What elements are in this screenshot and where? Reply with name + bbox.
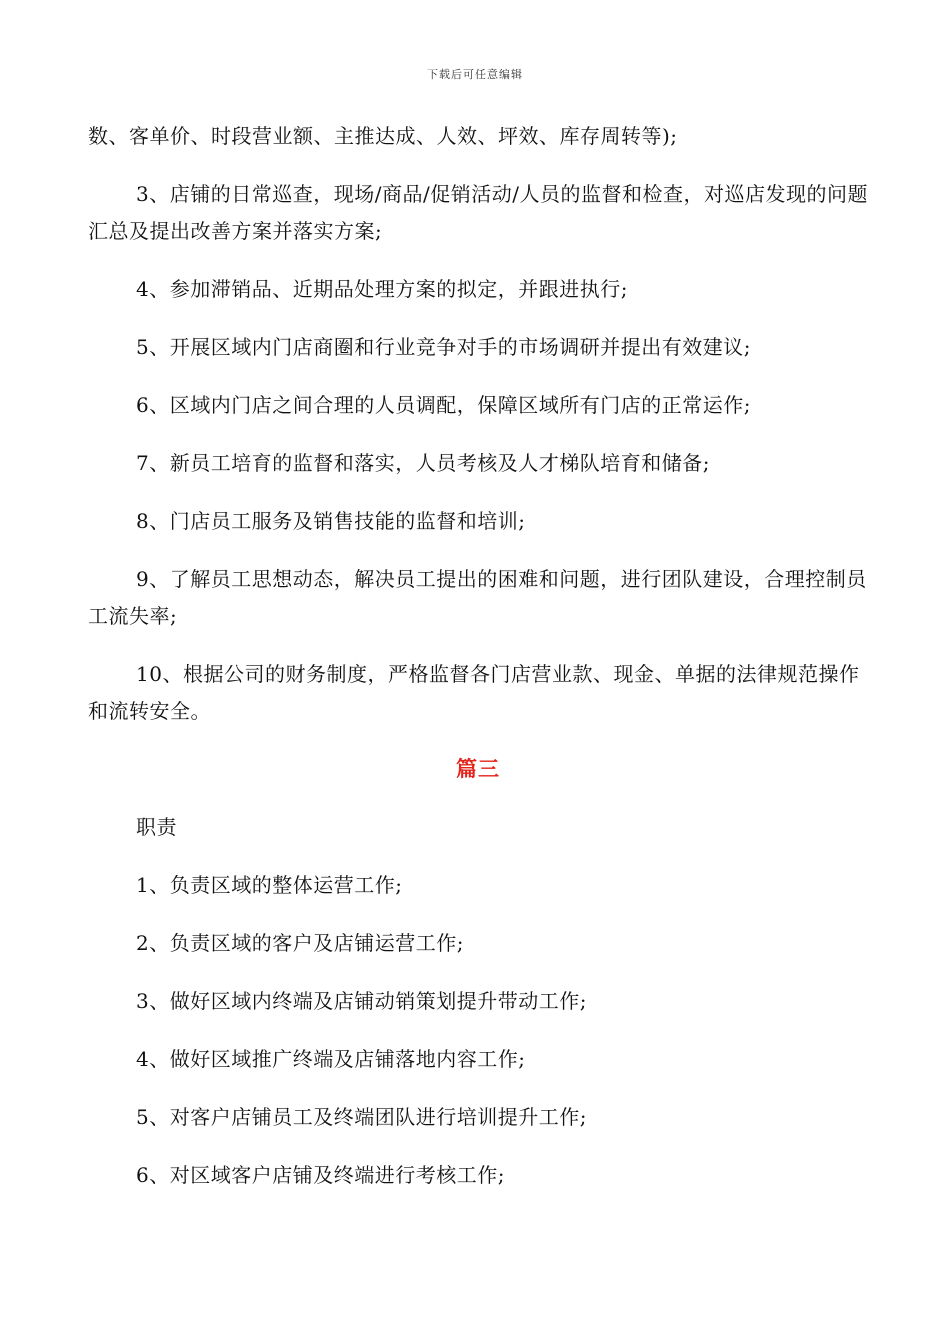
duty-item-5: 5、对客户店铺员工及终端团队进行培训提升工作; — [136, 1105, 587, 1129]
section-title: 篇三 — [456, 757, 500, 781]
paragraph-item-9: 9、了解员工思想动态，解决员工提出的困难和问题，进行团队建设，合理控制员工流失率; — [88, 567, 867, 628]
paragraph-item-4: 4、参加滞销品、近期品处理方案的拟定，并跟进执行; — [136, 277, 628, 301]
paragraph-item-6: 6、区域内门店之间合理的人员调配，保障区域所有门店的正常运作; — [136, 393, 751, 417]
document-body — [88, 118, 868, 1215]
duty-item-4: 4、做好区域推广终端及店铺落地内容工作; — [136, 1047, 526, 1071]
duty-item-1: 1、负责区域的整体运营工作; — [136, 873, 403, 897]
paragraph-item-5: 5、开展区域内门店商圈和行业竞争对手的市场调研并提出有效建议; — [136, 335, 751, 359]
paragraph-item-3: 3、店铺的日常巡查，现场/商品/促销活动/人员的监督和检查，对巡店发现的问题汇总及提出改善方案并落实方案; — [88, 182, 868, 243]
paragraph-item-8: 8、门店员工服务及销售技能的监督和培训; — [136, 509, 526, 533]
paragraph-item-7: 7、新员工培育的监督和落实，人员考核及人才梯队培育和储备; — [136, 451, 710, 475]
header-note: 下载后可任意编辑 — [427, 68, 523, 81]
duty-item-6: 6、对区域客户店铺及终端进行考核工作; — [136, 1163, 505, 1187]
section-subtitle: 职责 — [136, 815, 177, 839]
paragraph-continuation: 数、客单价、时段营业额、主推达成、人效、坪效、库存周转等); — [88, 124, 678, 148]
duty-item-2: 2、负责区域的客户及店铺运营工作; — [136, 931, 464, 955]
paragraph-item-10: 10、根据公司的财务制度，严格监督各门店营业款、现金、单据的法律规范操作和流转安全。 — [88, 662, 860, 723]
duty-item-3: 3、做好区域内终端及店铺动销策划提升带动工作; — [136, 989, 587, 1013]
